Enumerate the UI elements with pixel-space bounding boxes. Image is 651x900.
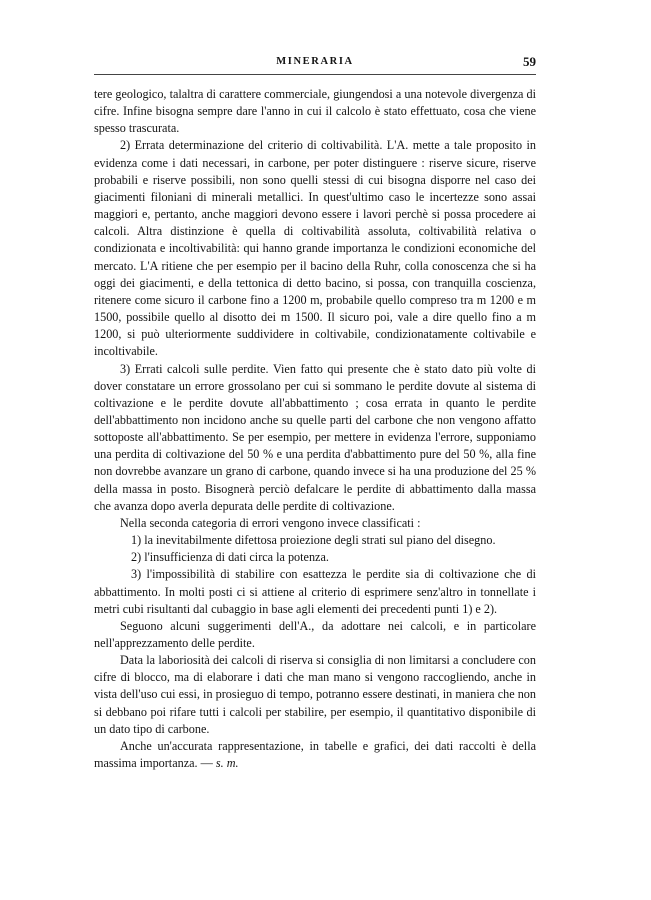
conclusion-text: Anche un'accurata rappresentazione, in tabelle e grafici, dei dati raccolti è della massima importanza. — xyxy=(94,738,536,771)
paragraph-continuation: tere geologico, talaltra di carattere commerciale, giungendosi a una notevole divergenza di cifre. Infine bisogna sempre dare l'anno in cui il calcolo è stato effettuato, cosa che viene spesso trascurata. xyxy=(94,87,536,136)
article-body xyxy=(94,86,536,772)
page-header xyxy=(94,56,536,72)
paragraph-conclusion xyxy=(94,738,536,772)
paragraph-laboriousness: Data la laboriosità dei calcoli di riserva si consiglia di non limitarsi a concludere con cifre di blocco, ma di elaborare i dati che man mano si vengono raccogliendo, anche in vista dell'uso cui essi, in prosieguo di tempo, potranno essere destinati, in maniera che non si debbano poi rifare tutti i calcoli per stabilire, per esempio, il quantitativo disponibile di un dato tipo di carbone. xyxy=(94,653,536,736)
paragraph-suggestions: Seguono alcuni suggerimenti dell'A., da adottare nei calcoli, e in particolare nell'apprezzamento delle perdite. xyxy=(94,618,536,650)
running-title: MINERARIA xyxy=(276,56,354,67)
header-rule xyxy=(94,74,536,75)
paragraph-second-category: Nella seconda categoria di errori vengono invece classificati : xyxy=(120,515,421,530)
paragraph-error-2: 2) Errata determinazione del criterio di coltivabilità. L'A. mette a tale proposito in evidenza come i dati necessari, in carbone, per poter distinguere : riserve sicure, riserve probabili e riserve possibili, non sono quelli stessi di cui bisogna disporre nel caso dei giacimenti filoniani di minerali metallici. In quest'ultimo caso le incertezze sono assai maggiori e, pertanto, anche maggiori devono essere i lavori perchè si possa procedere ai calcoli. Altra distinzione è quella di coltivabilità assoluta, coltivabilità relativa o condizionata e incoltivabilità: qui hanno grande importanza le condizioni economiche del mercato. L'A ritiene che per esempio per il bacino della Ruhr, colla conoscenza che si ha oggi dei giacimenti, e della tettonica di detto bacino, si possa, con tranquilla coscienza, ritenere come sicuro il carbone fino a 1200 m, probabile quello compreso tra m 1200 e m 1500, possibile quello al disotto dei m 1500. Il sicuro poi, vale a dire quello fino a m 1200, si può ulteriormente suddividere in coltivabile, condizionatamente coltivabile e incoltivabile. xyxy=(94,138,536,359)
list-item-3: 3) l'impossibilità di stabilire con esattezza le perdite sia di coltivazione che di abbattimento. In molti posti ci si attiene al criterio di esprimere senz'altro in tonnellate i metri cubi risultanti dal cubaggio in base agli elementi dei precedenti punti 1) e 2). xyxy=(94,567,536,616)
list-item-1: 1) la inevitabilmente difettosa proiezione degli strati sul piano del disegno. xyxy=(131,533,496,548)
paragraph-error-3: 3) Errati calcoli sulle perdite. Vien fatto qui presente che è stato dato più volte di dover constatare un errore grossolano per cui si sommano le perdite dovute al sistema di coltivazione e le perdite dovute all'abbattimento ; cosa errata in quanto le perdite dell'abbattimento non incidono anche su quelle parti del carbone che non vengono affatto sottoposte all'abbattimento. Se per esempio, per mettere in evidenza l'errore, supponiamo una perdita di coltivazione del 50 % e una perdita d'abbattimento pure del 50 %, alla fine non dovrebbe avanzare un grano di carbone, quando invece si ha una produzione del 25 % della massa in posto. Bisognerà perciò defalcare le perdite di abbattimento dalla massa che avanza dopo averla depurata delle perdite di coltivazione. xyxy=(94,361,536,513)
author-signature: s. m. xyxy=(215,756,239,771)
list-item-2: 2) l'insufficienza di dati circa la potenza. xyxy=(131,550,329,565)
page-number: 59 xyxy=(523,54,536,69)
